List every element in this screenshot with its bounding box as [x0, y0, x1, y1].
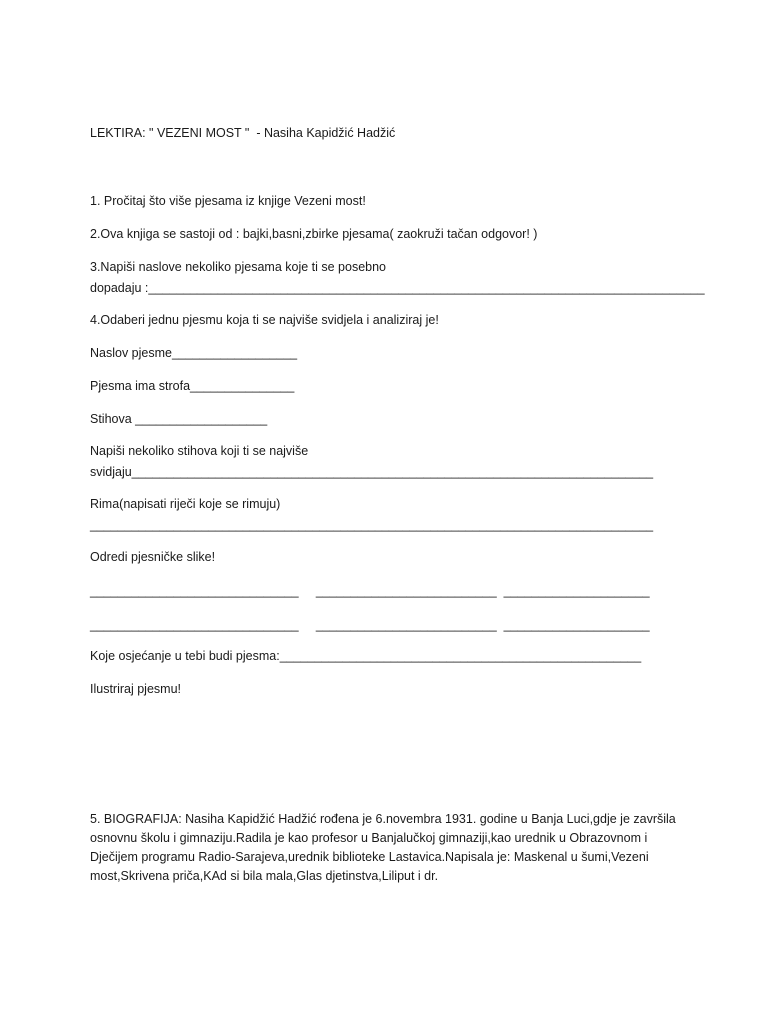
verse-count-field: Stihova ___________________ [90, 412, 268, 426]
document-title: LEKTIRA: " VEZENI MOST " - Nasiha Kapidžić Hadžić [90, 126, 396, 140]
poetic-images-row-1: ______________________________ __________________________ _____________________ [90, 584, 650, 598]
biography-line: Dječijem programu Radio-Sarajeva,urednik biblioteke Lastavica.Napisala je: Maskenal u šumi,Vezeni [90, 850, 649, 864]
rhyme-line-1: Rima(napisati riječi koje se rimuju) [90, 497, 281, 511]
question-3-line-1: 3.Napiši naslove nekoliko pjesama koje ti se posebno [90, 260, 387, 274]
question-3-line-2: dopadaju :________________________________________________________________________________ [90, 281, 705, 295]
favorite-verses-line-1: Napiši nekoliko stihova koji ti se najviše [90, 444, 309, 458]
question-1: 1. Pročitaj što više pjesama iz knjige Vezeni most! [90, 194, 366, 208]
illustrate-instruction: Ilustriraj pjesmu! [90, 682, 181, 696]
biography-line: osnovnu školu i gimnaziju.Radila je kao profesor u Banjalučkoj gimnaziji,kao urednik u Obrazovnom i [90, 831, 648, 845]
question-4: 4.Odaberi jednu pjesmu koja ti se najviše svidjela i analiziraj je! [90, 313, 439, 327]
favorite-verses-line-2: svidjaju___________________________________________________________________________ [90, 465, 654, 479]
feeling-field: Koje osjećanje u tebi budi pjesma:____________________________________________________ [90, 649, 642, 663]
biography-paragraph [90, 810, 680, 886]
poetic-images-heading: Odredi pjesničke slike! [90, 550, 216, 564]
stanza-count-field: Pjesma ima strofa_______________ [90, 379, 295, 393]
rhyme-line-2: _________________________________________________________________________________ [90, 518, 654, 532]
biography-line: most,Skrivena priča,KAd si bila mala,Glas djetinstva,Liliput i dr. [90, 869, 439, 883]
biography-line: 5. BIOGRAFIJA: Nasiha Kapidžić Hadžić rođena je 6.novembra 1931. godine u Banja Luci,gdje je završila [90, 812, 676, 826]
question-2: 2.Ova knjiga se sastoji od : bajki,basni,zbirke pjesama( zaokruži tačan odgovor! ) [90, 227, 538, 241]
poem-title-field: Naslov pjesme__________________ [90, 346, 298, 360]
poetic-images-row-2: ______________________________ __________________________ _____________________ [90, 618, 650, 632]
